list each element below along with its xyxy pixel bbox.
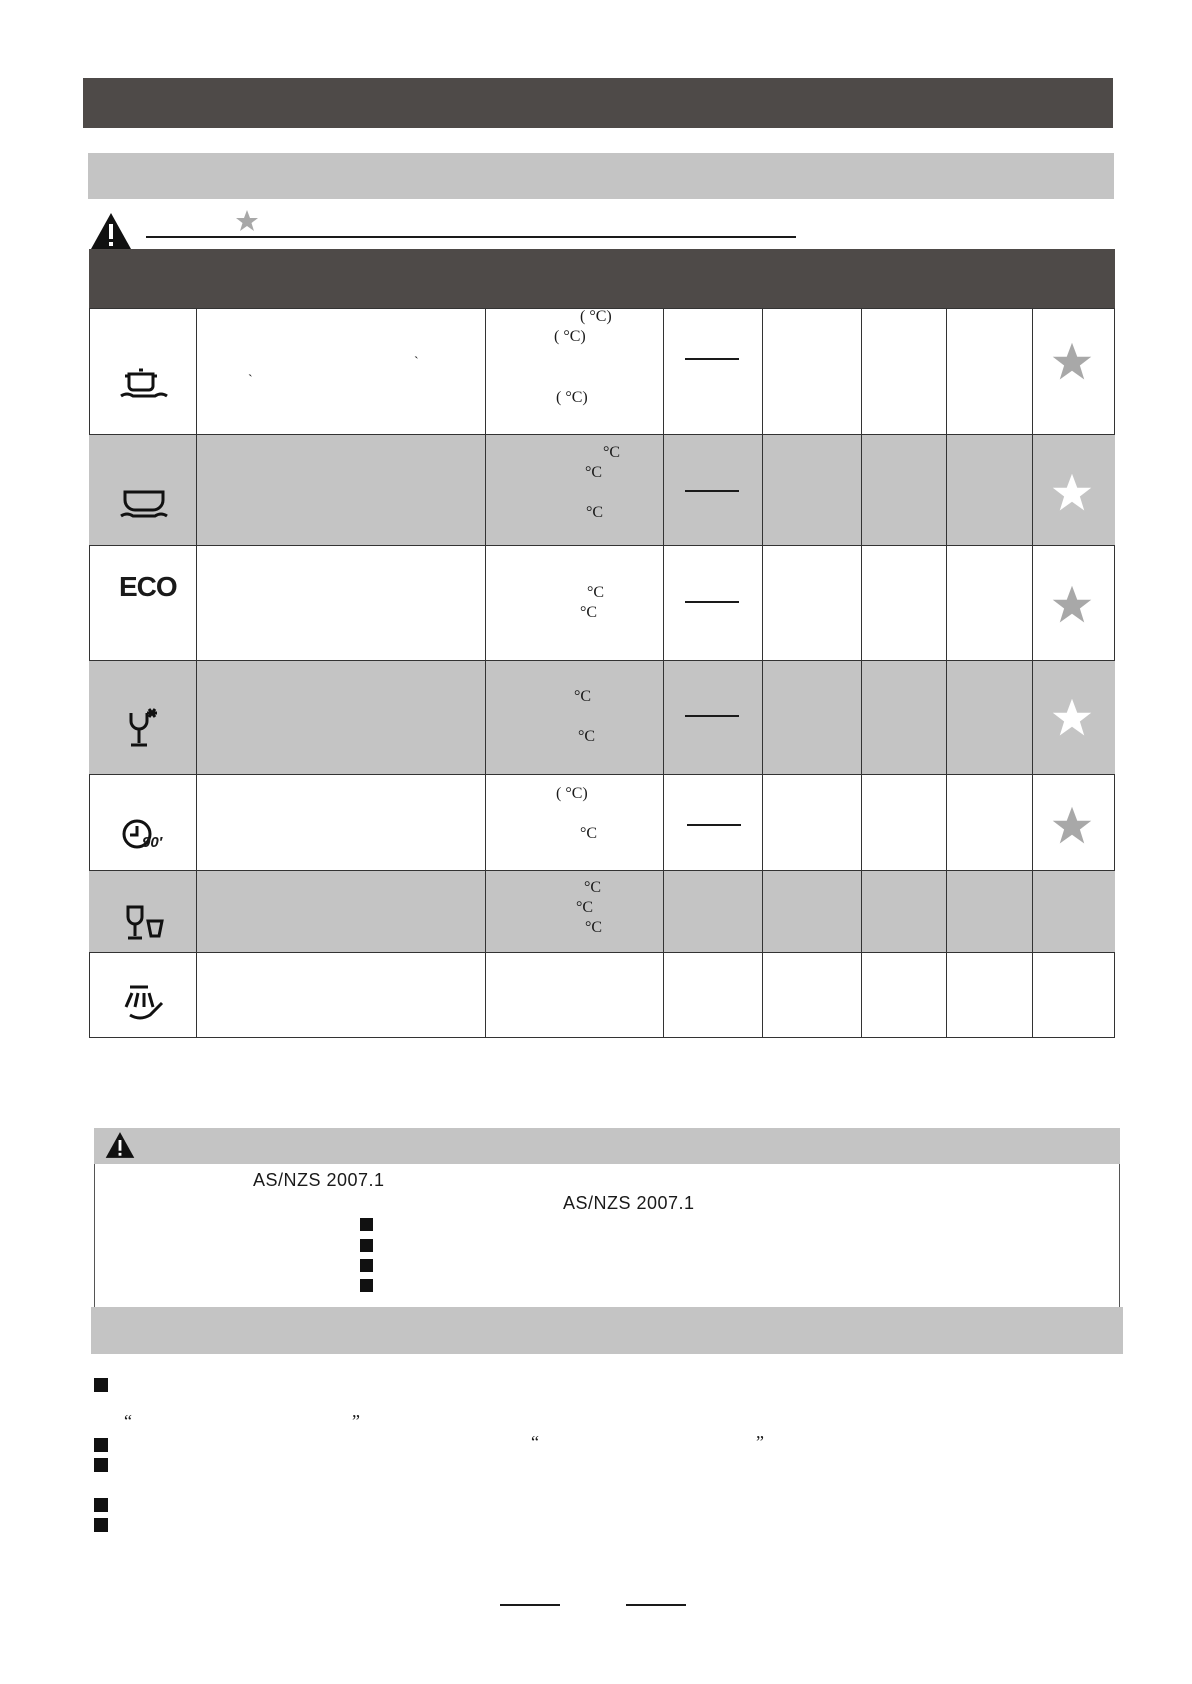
table-row	[89, 660, 1115, 774]
subsection-title-bar	[88, 153, 1114, 199]
temperature-label: °C	[585, 464, 603, 481]
pot-icon	[117, 360, 171, 404]
bullet-square	[360, 1218, 373, 1231]
dash-line	[685, 715, 739, 717]
open-quote: “	[124, 1411, 132, 1431]
bullet-square	[94, 1438, 108, 1452]
temperature-label: ( °C)	[580, 308, 612, 325]
bullet-square	[94, 1458, 108, 1472]
bullet-square	[360, 1239, 373, 1252]
temperature-label: °C	[584, 879, 602, 896]
dash-line	[687, 824, 741, 826]
table-row	[89, 870, 1115, 952]
footer-line	[626, 1604, 686, 1606]
standard-reference: AS/NZS 2007.1	[563, 1193, 695, 1213]
spray-icon	[122, 985, 176, 1029]
dash-line	[685, 601, 739, 603]
column-divider	[663, 308, 664, 1038]
tick-mark: `	[414, 355, 419, 370]
tick-mark: `	[248, 373, 253, 388]
footer-line	[500, 1604, 560, 1606]
star-icon	[1051, 341, 1093, 383]
column-divider	[196, 308, 197, 1038]
table-row	[89, 308, 1115, 434]
glass-sparkle-icon	[117, 707, 171, 751]
clock-90-label: 90′	[142, 834, 163, 851]
dash-line	[685, 490, 739, 492]
bowl-icon	[117, 486, 171, 530]
notice-footer-bar	[91, 1307, 1123, 1354]
star-icon	[1051, 472, 1093, 514]
notice-header	[94, 1128, 1120, 1164]
table-row	[89, 545, 1115, 660]
temperature-label: °C	[586, 504, 604, 521]
temperature-label: °C	[578, 728, 596, 745]
close-quote: ”	[756, 1432, 764, 1452]
bullet-square	[94, 1498, 108, 1512]
eco-label: ECO	[119, 571, 177, 602]
program-table-header	[89, 249, 1115, 308]
bullet-square	[360, 1259, 373, 1272]
warning-icon	[105, 1131, 135, 1159]
bullet-square	[94, 1518, 108, 1532]
dash-line	[685, 358, 739, 360]
table-row	[89, 774, 1115, 870]
section-title-bar	[83, 78, 1113, 128]
glasses-icon	[122, 903, 176, 947]
standard-reference: AS/NZS 2007.1	[253, 1170, 385, 1190]
star-icon	[1051, 805, 1093, 847]
column-divider	[485, 308, 486, 1038]
temperature-label: °C	[603, 444, 621, 461]
column-divider	[1032, 308, 1033, 1038]
bullet-square	[360, 1279, 373, 1292]
star-icon	[235, 209, 259, 233]
temperature-label: °C	[587, 584, 605, 601]
bullet-square	[94, 1378, 108, 1392]
star-icon	[1051, 584, 1093, 626]
temperature-label: ( °C)	[556, 785, 588, 802]
temperature-label: °C	[580, 825, 598, 842]
column-divider	[861, 308, 862, 1038]
warning-underline	[146, 236, 796, 238]
table-row	[89, 952, 1115, 1038]
column-divider	[762, 308, 763, 1038]
table-row	[89, 434, 1115, 545]
temperature-label: °C	[576, 899, 594, 916]
column-divider	[946, 308, 947, 1038]
star-icon	[1051, 697, 1093, 739]
temperature-label: °C	[580, 604, 598, 621]
close-quote: ”	[352, 1411, 360, 1431]
warning-icon	[90, 212, 132, 250]
temperature-label: ( °C)	[554, 328, 586, 345]
open-quote: “	[531, 1432, 539, 1452]
temperature-label: ( °C)	[556, 389, 588, 406]
temperature-label: °C	[585, 919, 603, 936]
temperature-label: °C	[574, 688, 592, 705]
